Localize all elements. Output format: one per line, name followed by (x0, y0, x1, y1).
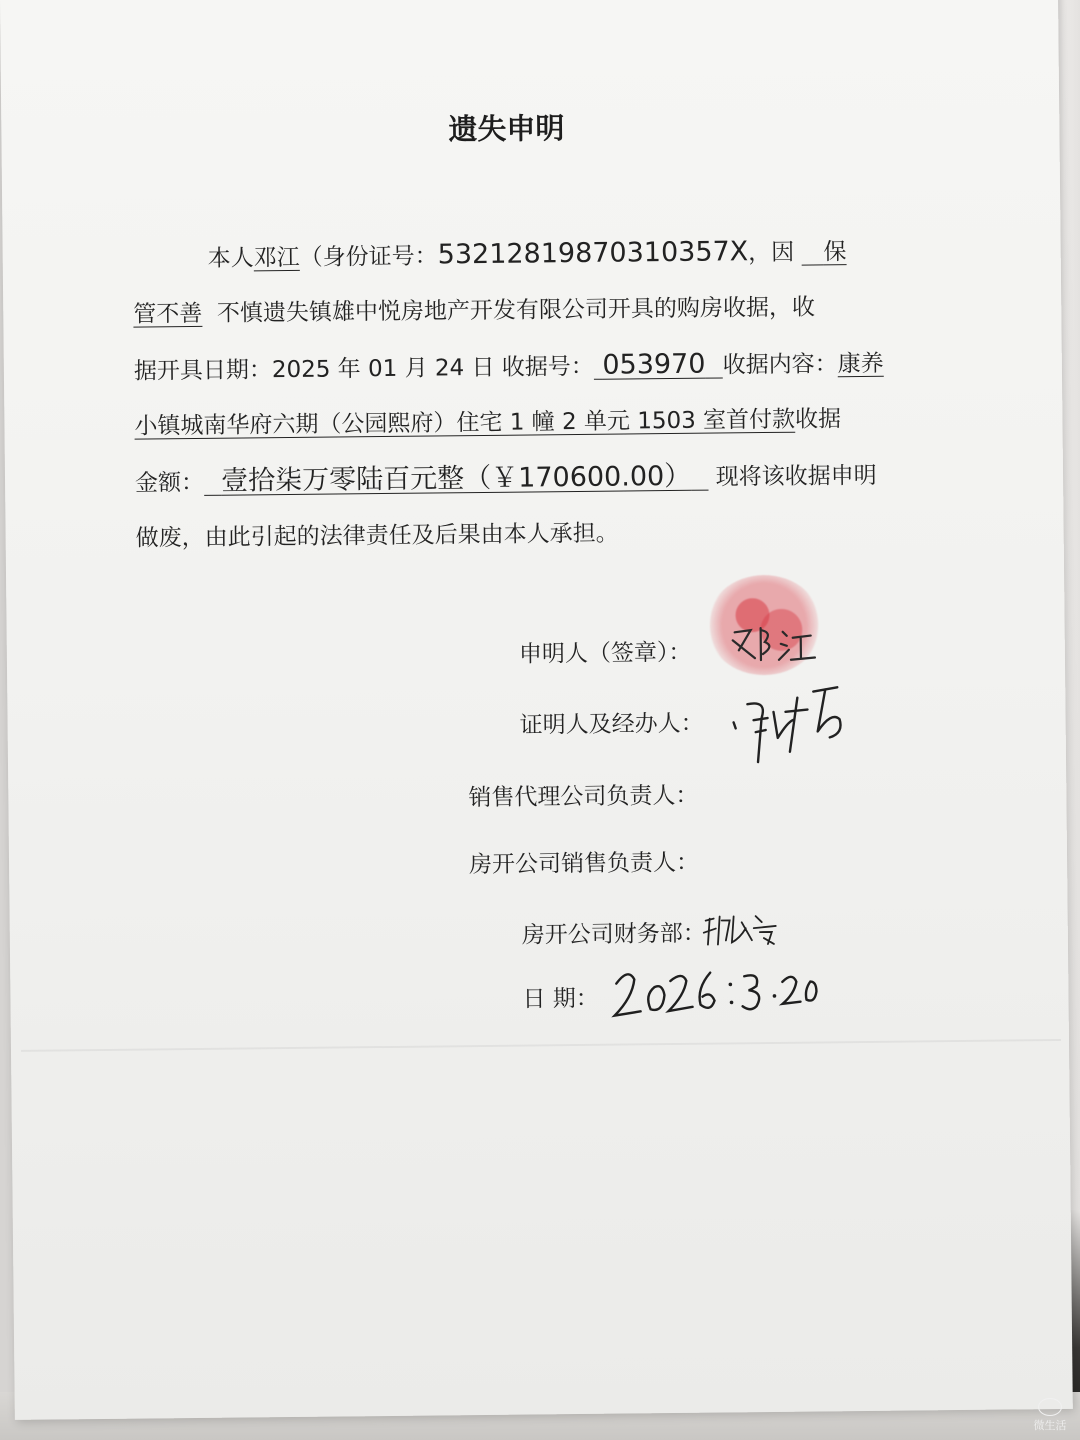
liability-text: 做废，由此引起的法律责任及后果由本人承担。 (135, 520, 619, 552)
document-title: 遗失申明 (448, 111, 565, 147)
sales-label: 房开公司销售负责人： (468, 849, 700, 879)
body-line-6 (135, 503, 896, 567)
body-line-3 (134, 335, 895, 399)
content-label: 收据内容： (722, 351, 838, 379)
content-start: 康养 (837, 350, 884, 378)
content-suffix: 收据 (794, 406, 842, 433)
document-body (132, 223, 895, 567)
reason-end: 管不善 (133, 300, 203, 328)
body-line-1 (132, 223, 893, 287)
body-line-4 (134, 391, 895, 455)
amount-value: 壹拾柒万零陆百元整（￥170600.00） (221, 460, 692, 497)
watermark-logo-icon (1038, 1398, 1062, 1416)
witness-label: 证明人及经办人： (519, 710, 704, 739)
watermark (1026, 1398, 1074, 1434)
date-receipt-label: 据开具日期：2025 年 01 月 24 日 收据号： (133, 353, 594, 385)
declarant-name: 邓江 (253, 244, 300, 272)
declarant-label: 申明人（签章）： (518, 639, 692, 668)
finance-signature (702, 910, 782, 951)
finance-label: 房开公司财务部： (521, 920, 706, 949)
date-label: 日 期： (522, 985, 599, 1013)
paper-fold (21, 1039, 1061, 1052)
amount-label: 金额： (134, 469, 205, 497)
witness-signature (727, 681, 858, 772)
body-line-2 (133, 279, 894, 343)
id-label: （身份证号： (299, 243, 438, 271)
prefix-text: 本人 (207, 245, 254, 272)
reason-start: 保 (823, 239, 847, 266)
agent-label: 销售代理公司负责人： (468, 782, 699, 812)
after-id-text: ，因 (748, 239, 795, 267)
receipt-number: 053970 (602, 348, 706, 381)
loss-text: 不慎遗失镇雄中悦房地产开发有限公司开具的购房收据，收 (216, 294, 816, 327)
date-handwritten (610, 961, 821, 1025)
id-number: 53212819870310357X (437, 236, 749, 271)
amount-suffix: 现将该收据申明 (715, 462, 877, 491)
declarant-signature (727, 619, 818, 670)
watermark-text: 微生活 (1033, 1419, 1067, 1432)
body-line-5 (135, 447, 896, 511)
content-end: 小镇城南华府六期（公园熙府）住宅 1 幢 2 单元 1503 室首付款 (134, 406, 796, 440)
